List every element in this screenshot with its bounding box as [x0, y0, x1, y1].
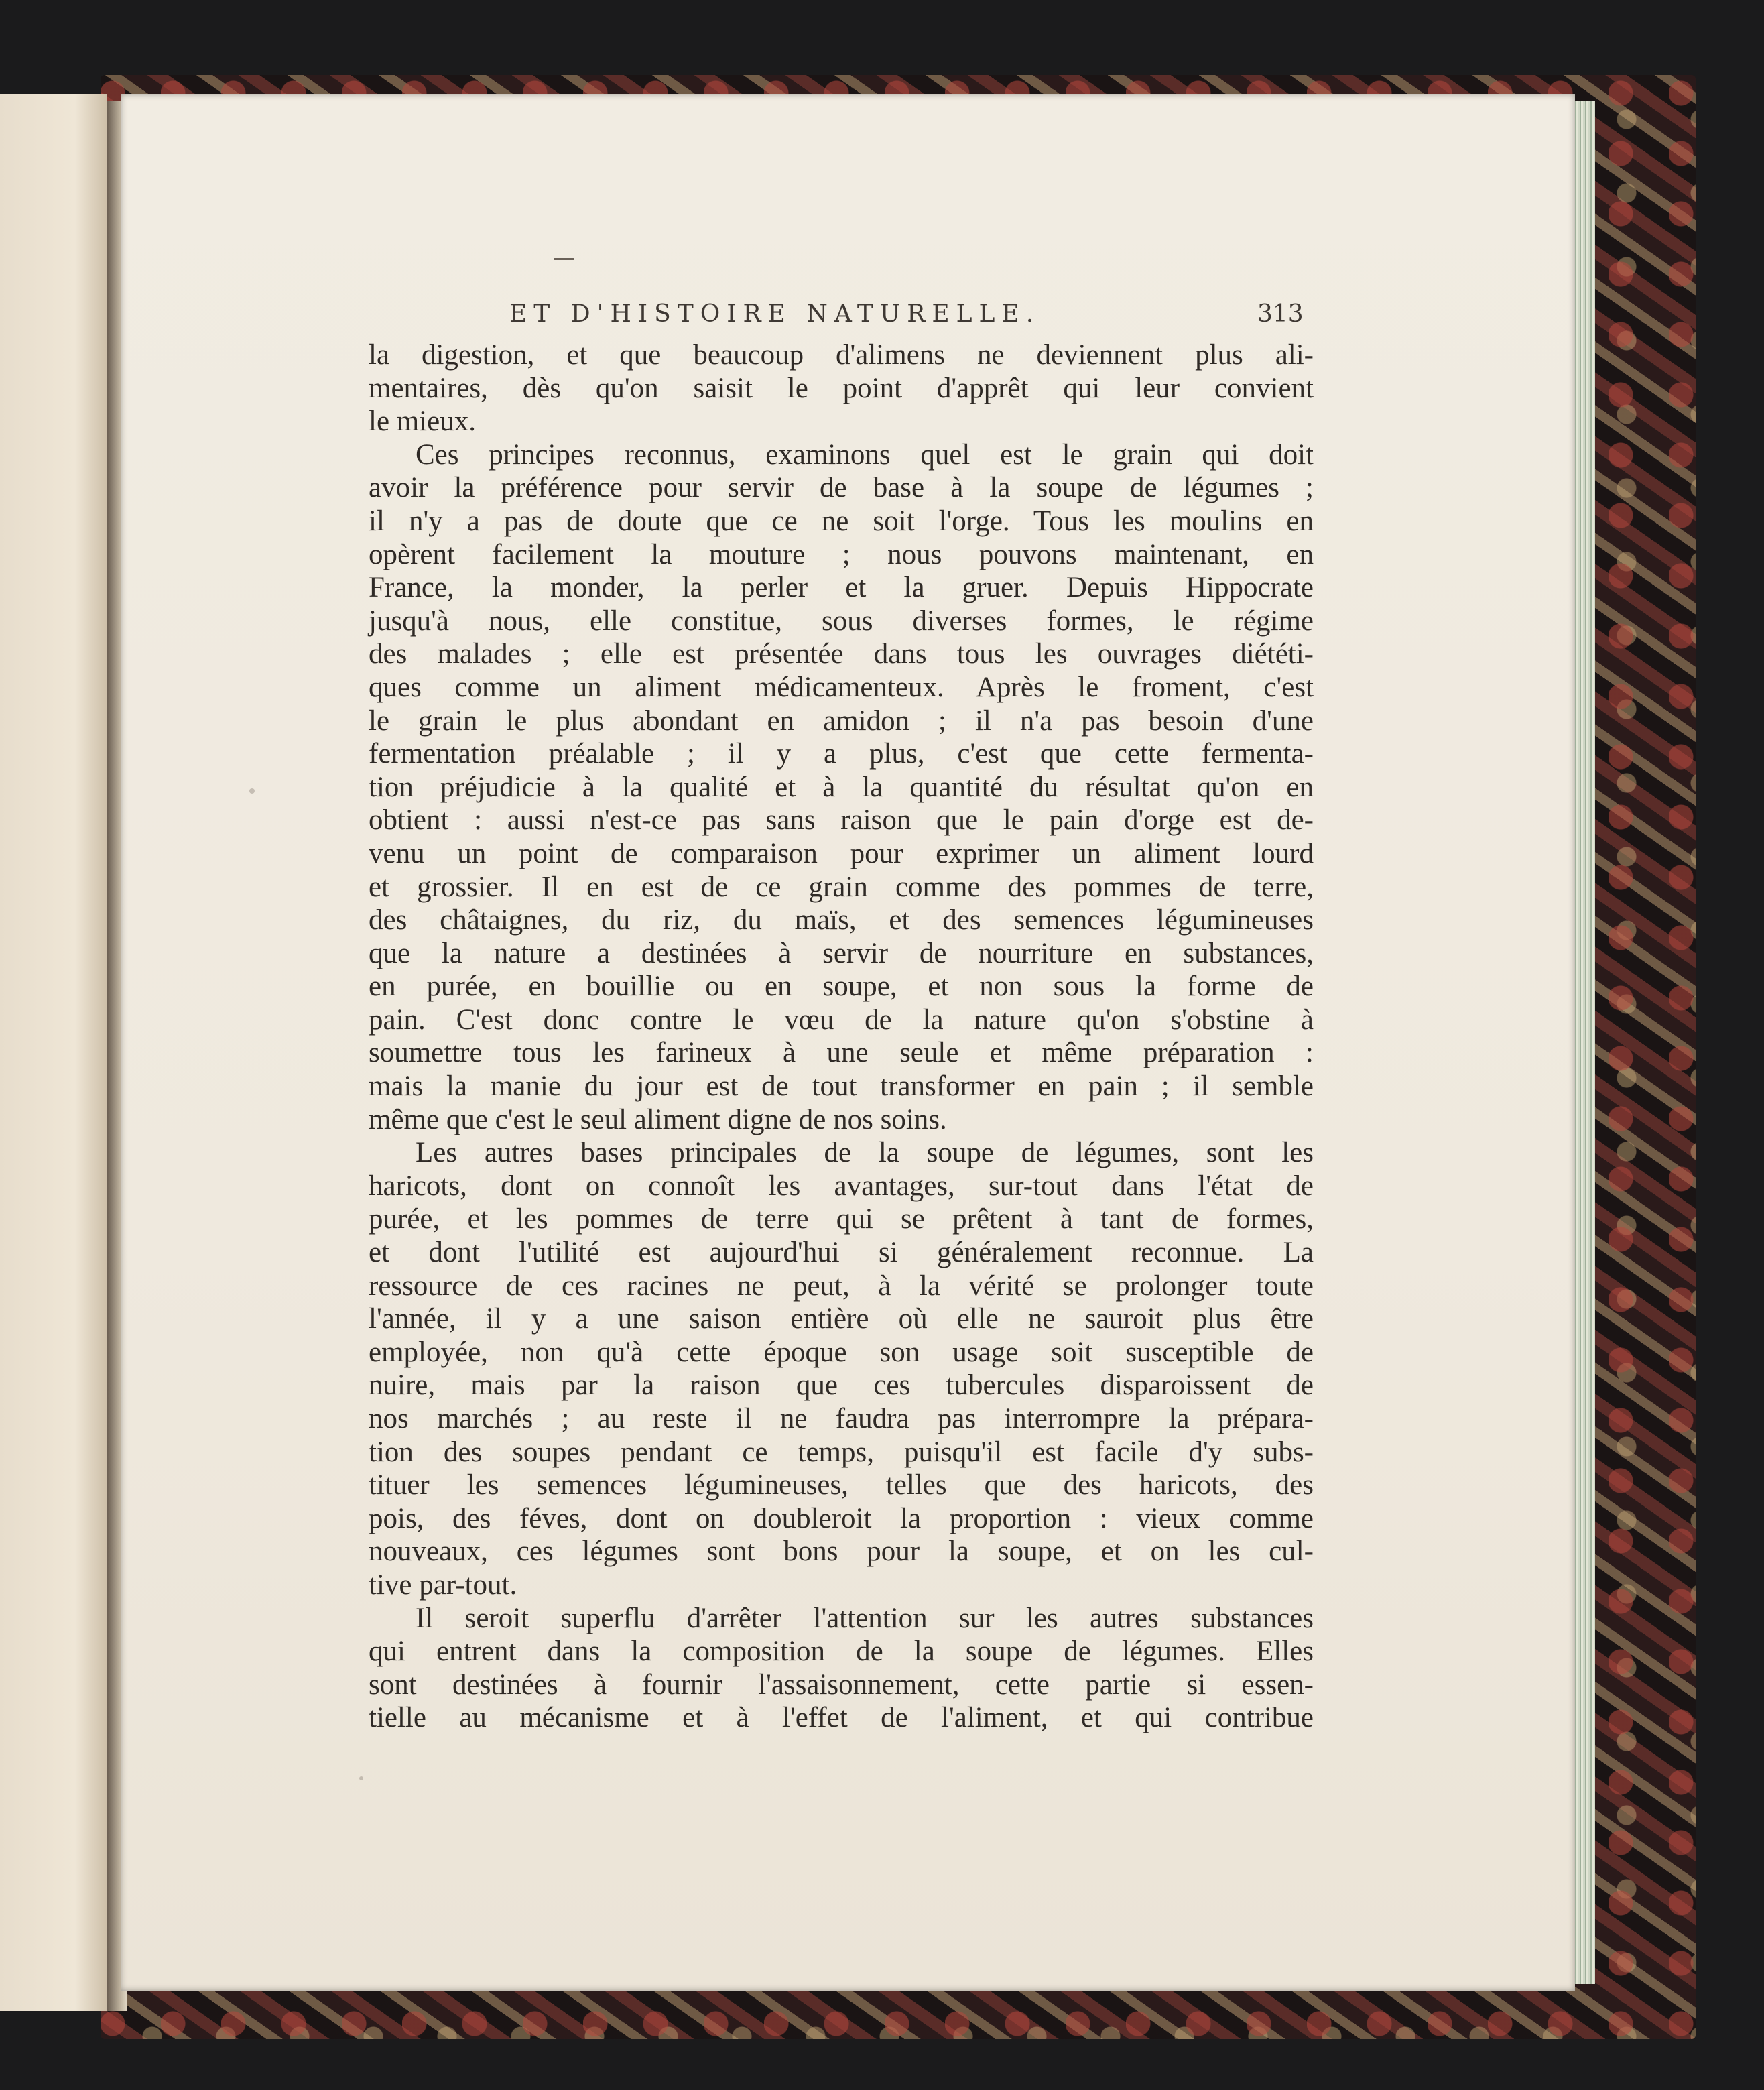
- text-line: ressource de ces racines ne peut, à la vérité se prolonger toute: [369, 1270, 1314, 1302]
- text-line: pois, des féves, dont on doubleroit la proportion : vieux comme: [369, 1502, 1314, 1534]
- text-line: des châtaignes, du riz, du maïs, et des semences légumineuses: [369, 904, 1314, 936]
- text-line: jusqu'à nous, elle constitue, sous diverses formes, le régime: [369, 605, 1314, 637]
- running-title: ET D'HISTOIRE NATURELLE.: [509, 300, 1041, 328]
- text-line: même que c'est le seul aliment digne de nos soins.: [369, 1103, 947, 1135]
- text-line: opèrent facilement la mouture ; nous pouvons maintenant, en: [369, 538, 1314, 570]
- text-line: ques comme un aliment médicamenteux. Après le froment, c'est: [369, 671, 1314, 703]
- text-line: haricots, dont on connoît les avantages, sur-tout dans l'état de: [369, 1170, 1314, 1202]
- text-line: mais la manie du jour est de tout transformer en pain ; il semble: [369, 1070, 1314, 1103]
- text-line: sont destinées à fournir l'assaisonnement, cette partie si essen-: [369, 1668, 1314, 1701]
- page-number: 313: [1257, 300, 1304, 328]
- text-line: en purée, en bouillie ou en soupe, et non sous la forme de: [369, 971, 1314, 1003]
- text-line: des malades ; elle est présentée dans tous les ouvrages diététi-: [369, 638, 1314, 670]
- text-line: nos marchés ; au reste il ne faudra pas interrompre la prépara-: [369, 1403, 1314, 1434]
- page-smudge: [249, 788, 255, 794]
- left-page: [0, 94, 107, 2011]
- text-line: nuire, mais par la raison que ces tubercules disparoissent de: [369, 1369, 1314, 1402]
- text-line: et dont l'utilité est aujourd'hui si généralement reconnue. La: [369, 1237, 1314, 1269]
- text-line: tive par-tout.: [369, 1569, 517, 1601]
- text-line: Ces principes reconnus, examinons quel est le grain qui doit: [416, 438, 1314, 471]
- text-line: Les autres bases principales de la soupe de légumes, sont les: [416, 1137, 1314, 1169]
- text-line: avoir la préférence pour servir de base à la soupe de légumes ;: [369, 472, 1314, 504]
- text-line: la digestion, et que beaucoup d'alimens ne deviennent plus ali-: [369, 339, 1314, 371]
- text-line: il n'y a pas de doute que ce ne soit l'orge. Tous les moulins en: [369, 505, 1314, 537]
- text-line: pain. C'est donc contre le vœu de la nature qu'on s'obstine à: [369, 1003, 1314, 1036]
- text-line: fermentation préalable ; il y a plus, c'est que cette fermenta-: [369, 738, 1314, 770]
- text-line: mentaires, dès qu'on saisit le point d'apprêt qui leur convient: [369, 372, 1314, 404]
- text-line: tituer les semences légumineuses, telles que des haricots, des: [369, 1469, 1314, 1501]
- text-line: venu un point de comparaison pour exprimer un aliment lourd: [369, 837, 1314, 869]
- ornament-dash: [554, 258, 574, 260]
- text-line: France, la monder, la perler et la gruer. Depuis Hippocrate: [369, 572, 1314, 604]
- text-line: le mieux.: [369, 406, 477, 438]
- body-text: [369, 339, 1314, 1735]
- text-line: tion des soupes pendant ce temps, puisqu'il est facile d'y subs-: [369, 1436, 1314, 1468]
- text-line: que la nature a destinées à servir de nourriture en substances,: [369, 937, 1314, 969]
- text-line: employée, non qu'à cette époque son usage soit susceptible de: [369, 1336, 1314, 1368]
- text-line: Il seroit superflu d'arrêter l'attention sur les autres substances: [416, 1602, 1314, 1634]
- text-line: qui entrent dans la composition de la soupe de légumes. Elles: [369, 1636, 1314, 1668]
- text-line: obtient : aussi n'est-ce pas sans raison que le pain d'orge est de-: [369, 804, 1314, 837]
- text-line: purée, et les pommes de terre qui se prêtent à tant de formes,: [369, 1203, 1314, 1235]
- text-line: l'année, il y a une saison entière où elle ne sauroit plus être: [369, 1303, 1314, 1335]
- text-line: tion préjudicie à la qualité et à la quantité du résultat qu'on en: [369, 771, 1314, 803]
- page-edges: [1572, 101, 1595, 1984]
- text-line: soumettre tous les farineux à une seule et même préparation :: [369, 1037, 1314, 1069]
- page-smudge: [359, 1776, 363, 1780]
- text-line: et grossier. Il en est de ce grain comme des pommes de terre,: [369, 871, 1314, 903]
- text-line: tielle au mécanisme et à l'effet de l'aliment, et qui contribue: [369, 1702, 1314, 1734]
- text-line: le grain le plus abondant en amidon ; il n'a pas besoin d'une: [369, 704, 1314, 737]
- text-line: nouveaux, ces légumes sont bons pour la soupe, et on les cul-: [369, 1536, 1314, 1568]
